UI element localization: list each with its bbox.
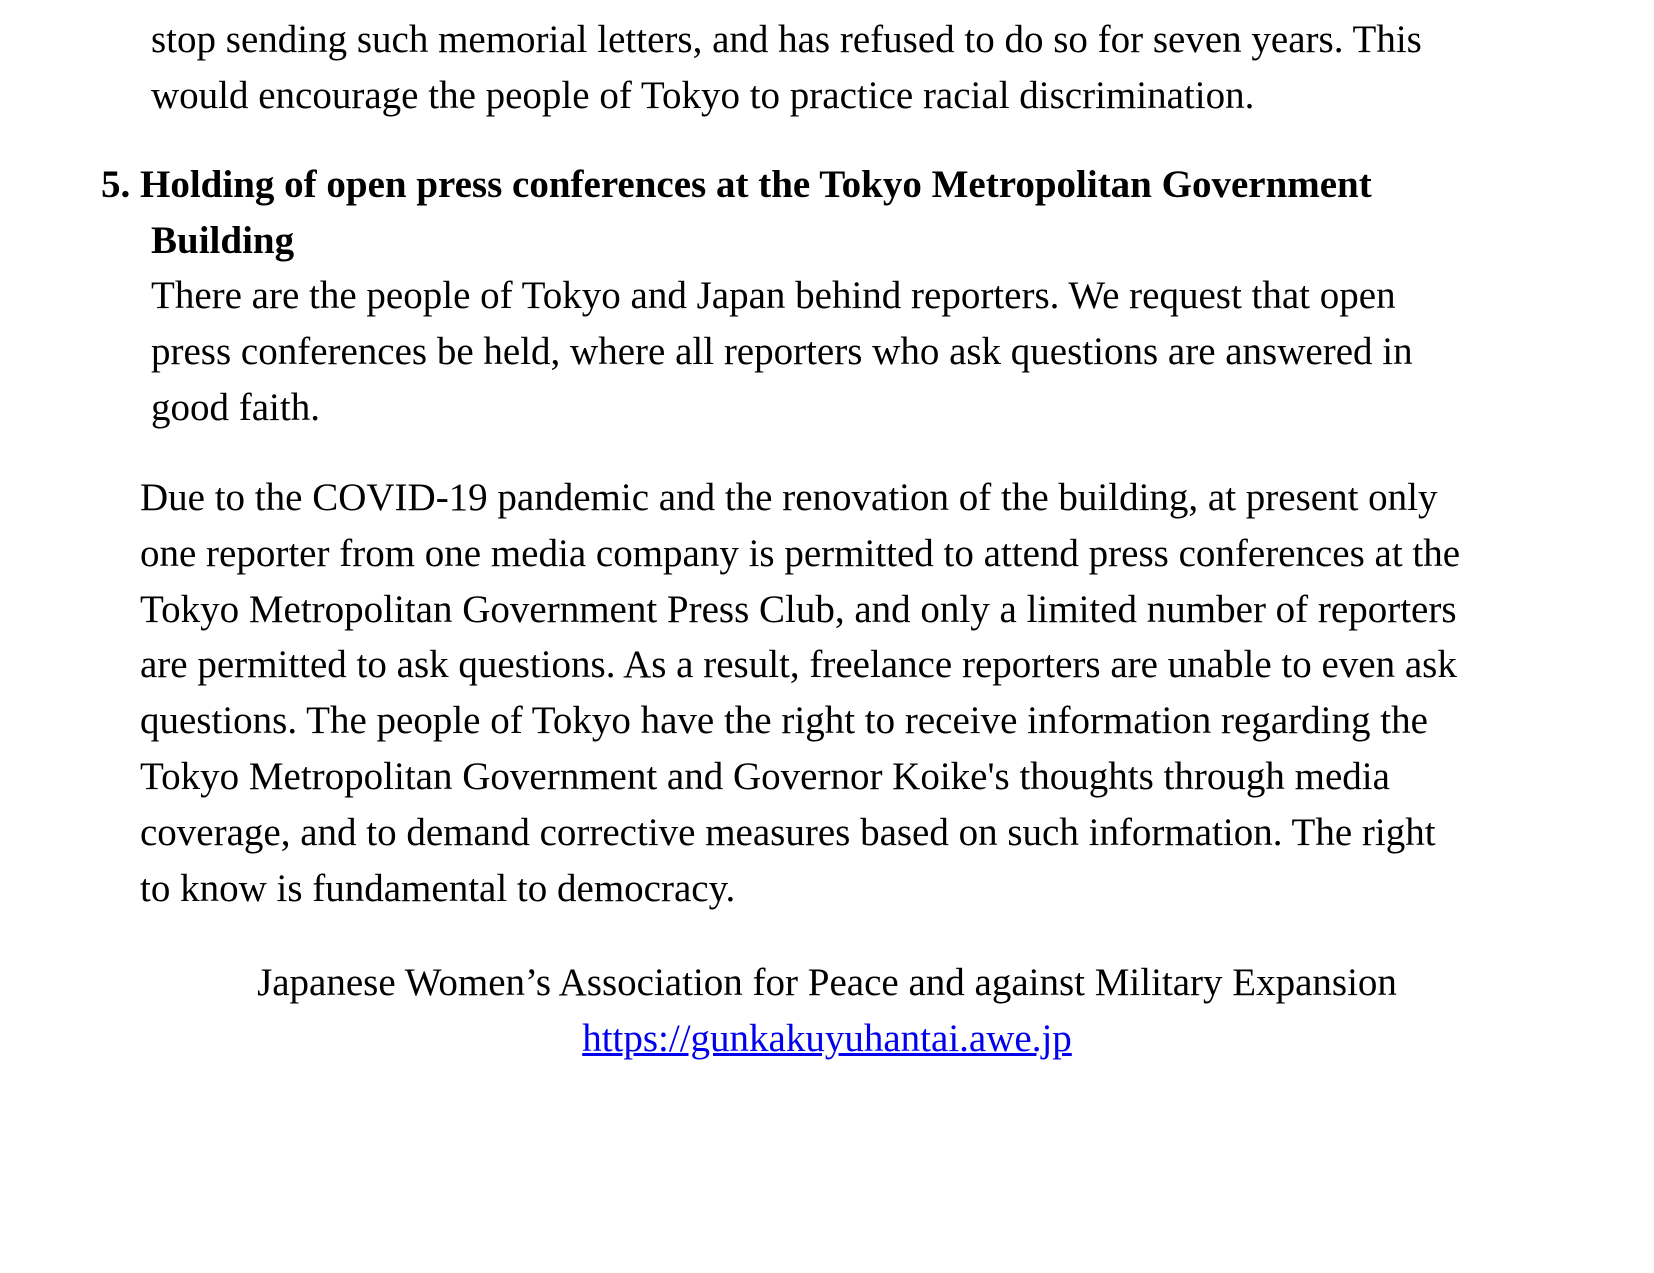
closing-paragraph-line: to know is fundamental to democracy. — [140, 867, 736, 910]
section-body-line: There are the people of Tokyo and Japan behind reporters. We request that open — [151, 274, 1396, 317]
section-body-line: good faith. — [151, 386, 320, 429]
closing-paragraph-line: Due to the COVID-19 pandemic and the renovation of the building, at present only — [140, 476, 1438, 519]
section-heading-continued: Building — [151, 219, 295, 262]
section-heading: 5. Holding of open press conferences at the Tokyo Metropolitan Government — [101, 163, 1372, 206]
website-link[interactable]: https://gunkakuyuhantai.awe.jp — [582, 1017, 1072, 1060]
organization-name: Japanese Women’s Association for Peace and against Military Expansion — [257, 961, 1397, 1004]
closing-paragraph-line: coverage, and to demand corrective measures based on such information. The right — [140, 811, 1436, 854]
closing-paragraph-line: questions. The people of Tokyo have the right to receive information regarding the — [140, 699, 1428, 742]
closing-paragraph-line: Tokyo Metropolitan Government Press Club, and only a limited number of reporters — [140, 588, 1457, 631]
paragraph-line: would encourage the people of Tokyo to practice racial discrimination. — [151, 74, 1255, 117]
website-link-row — [0, 1011, 1654, 1067]
paragraph-line: stop sending such memorial letters, and has refused to do so for seven years. This — [151, 18, 1422, 61]
section-body-line: press conferences be held, where all reporters who ask questions are answered in — [151, 330, 1413, 373]
closing-paragraph-line: Tokyo Metropolitan Government and Governor Koike's thoughts through media — [140, 755, 1390, 798]
closing-paragraph-line: are permitted to ask questions. As a result, freelance reporters are unable to even ask — [140, 643, 1457, 686]
closing-paragraph-line: one reporter from one media company is permitted to attend press conferences at the — [140, 532, 1461, 575]
